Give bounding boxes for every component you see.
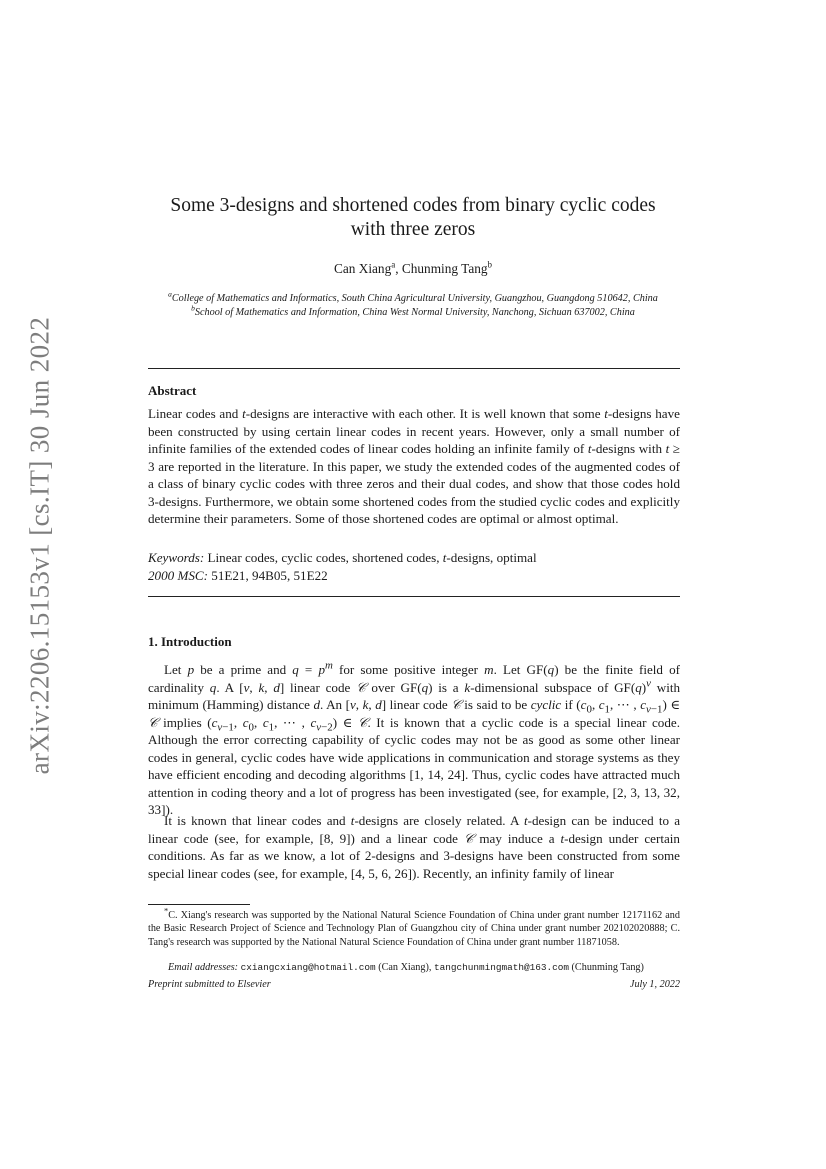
math-code-c: 𝒞 <box>463 830 474 846</box>
msc-label: 2000 MSC: <box>148 567 209 583</box>
keywords-line <box>148 549 680 567</box>
intro-paragraph-1 <box>148 661 680 819</box>
para-text: implies <box>157 714 208 730</box>
para-text: linear code <box>284 679 357 695</box>
math-vkd: [v, k, d] <box>345 697 387 712</box>
abstract-text: -designs have been constructed by using certain linear codes in recent years. However, only a small number of infinite families of the extended codes of linear codes holding an infinite family of <box>148 406 680 456</box>
math-m: m <box>484 662 494 677</box>
affiliation-b <box>100 303 726 318</box>
abstract-text: -designs are interactive with each other. It is well known that some <box>245 406 605 421</box>
para-text: Let <box>164 662 188 677</box>
para-text: may induce a <box>473 830 561 846</box>
author-separator: , <box>395 261 402 276</box>
para-text: It is known that linear codes and <box>164 813 351 828</box>
math-shifted-codeword: ($c_{v-1}$, $c_0$, $c_1$, ⋯ , $c_{v-2}$) ∈ 𝒞 <box>207 714 368 734</box>
math-d: d <box>313 697 321 712</box>
affiliation-a <box>100 289 726 304</box>
math-code-c: 𝒞 <box>356 679 366 695</box>
email-addresses <box>148 962 680 973</box>
email-owner-tang: (Chunming Tang) <box>568 962 644 973</box>
abstract-heading: Abstract <box>148 383 197 398</box>
para-text: . An <box>320 697 346 712</box>
arxiv-identifier: arXiv:2206.15153v1 [cs.IT] 30 Jun 2022 <box>24 316 55 774</box>
para-text: . It is known that a cyclic code is a special linear code. Although the error correcting capability of cyclic codes may not be as good as some other linear codes in general, cyclic codes have wide applications in communication and storage systems as they have efficient encoding and decoding algorithms [1, 14, 24]. Thus, cyclic codes have attracted much attention in coding theory and a lot of progress has been investigated (see, for example, [2, 3, 13, 32, 33]). <box>148 714 680 817</box>
para-text: . Let GF( <box>493 662 548 677</box>
author-2: Chunming Tang <box>401 261 488 276</box>
abstract-text: -designs with <box>591 441 666 456</box>
abstract-top-rule <box>148 368 680 369</box>
author-1-affil-mark: a <box>391 259 396 270</box>
math-q: q <box>421 679 429 695</box>
affiliation-a-text: College of Mathematics and Informatics, South China Agricultural University, Guangzhou, Guangdong 510642, China <box>171 293 658 304</box>
email-label: Email addresses: <box>168 962 239 973</box>
keywords-block <box>148 549 680 584</box>
msc-text: 51E21, 94B05, 51E22 <box>208 567 328 583</box>
author-1: Can Xiang <box>333 261 392 276</box>
para-text: ) be the finite field of cardinality <box>148 662 680 695</box>
author-2-affil-mark: b <box>487 259 493 270</box>
math-t: t <box>604 406 608 421</box>
para-text: -designs are closely related. A <box>354 813 524 828</box>
author-list <box>100 261 726 277</box>
abstract-text: are reported in the literature. In this paper, we study the extended codes of the augmented codes of a class of binary cyclic codes with three zeros and their dual codes, and show that those codes hold 3-designs. Furthermore, we obtain some shortened codes from the studied cyclic codes and explicitly determine their parameters. Some of those shortened codes are optimal or almost optimal. <box>148 458 680 526</box>
math-q: q <box>209 679 217 695</box>
funding-footnote <box>148 905 680 949</box>
preprint-notice: Preprint submitted to Elsevier <box>148 979 271 990</box>
math-vkd: [v, k, d] <box>239 679 285 695</box>
para-text: with minimum (Hamming) distance <box>148 679 681 712</box>
affiliation-b-text: School of Mathematics and Information, China West Normal University, Nanchong, Sichuan 637002, China <box>194 307 635 318</box>
footnote-text: C. Xiang's research was supported by the National Natural Science Foundation of China under grant number 12171162 and the Basic Research Project of Science and Technology Plan of Guangzhou city of China under grant number 202102020888; C. Tang's research was supported by the National Natural Science Foundation of China under grant number 11871058. <box>148 910 680 948</box>
term-cyclic: cyclic <box>530 697 562 712</box>
keywords-text: -designs, optimal <box>446 550 537 565</box>
math-t: t <box>442 550 447 565</box>
intro-paragraph-2 <box>148 812 680 882</box>
para-text: -design under certain conditions. As far as we know, a lot of 2-designs and 3-designs have been constructed from some special linear codes (see, for example, [4, 5, 6, 26]). Recently, an infinity family of linear <box>148 830 680 881</box>
math-codeword: ($c_0$, $c_1$, ⋯ , $c_{v-1}$) ∈ 𝒞 <box>148 697 681 730</box>
math-code-c: 𝒞 <box>451 697 461 712</box>
abstract-text: Linear codes and <box>148 406 243 421</box>
math-p: p <box>187 662 195 677</box>
affiliation-a-mark: a <box>168 289 172 299</box>
math-t: t <box>523 813 528 828</box>
msc-line <box>148 567 680 585</box>
preprint-date: July 1, 2022 <box>629 979 680 990</box>
para-text: if <box>561 697 577 712</box>
math-t: t <box>587 441 592 456</box>
abstract-body <box>148 405 680 528</box>
math-k: k <box>464 679 471 695</box>
math-t: t <box>350 813 355 828</box>
abstract-bottom-rule <box>148 596 680 597</box>
math-t: t <box>242 406 246 421</box>
email-owner-xiang: (Can Xiang), <box>375 962 434 973</box>
para-text: -dimensional subspace of GF( <box>470 679 636 695</box>
para-text: ) is a <box>428 679 465 695</box>
math-gfqv: q)$^v$ <box>635 677 651 695</box>
title-line-1: Some 3-designs and shortened codes from binary cyclic codes <box>170 195 656 216</box>
para-text: linear code <box>386 697 452 712</box>
math-q-eq-pm: $q = p^m$ <box>292 659 333 677</box>
para-text: for some positive integer <box>332 662 485 677</box>
section-heading-introduction: 1. Introduction <box>148 634 232 649</box>
title-line-2: with three zeros <box>350 219 476 240</box>
footnote-star: * <box>164 905 169 916</box>
para-text: . A <box>216 679 240 695</box>
para-text: be a prime and <box>194 662 293 677</box>
email-link-tang[interactable]: tangchunmingmath@163.com <box>433 962 569 973</box>
para-text: -design can be induced to a linear code (see, for example, [8, 9]) and a linear code <box>148 813 681 846</box>
paper-title <box>100 194 726 242</box>
math-t-geq-3: t ≥ 3 <box>148 441 680 474</box>
para-text: is said to be <box>460 697 531 712</box>
math-q: q <box>547 662 555 677</box>
math-t: t <box>560 830 565 846</box>
arxiv-stamp <box>18 316 62 774</box>
keywords-label: Keywords: <box>148 550 205 565</box>
keywords-text: Linear codes, cyclic codes, shortened codes, <box>204 550 443 565</box>
email-link-xiang[interactable]: cxiangcxiang@hotmail.com <box>240 962 376 973</box>
affiliation-b-mark: b <box>191 303 195 313</box>
para-text: over GF( <box>365 679 422 695</box>
